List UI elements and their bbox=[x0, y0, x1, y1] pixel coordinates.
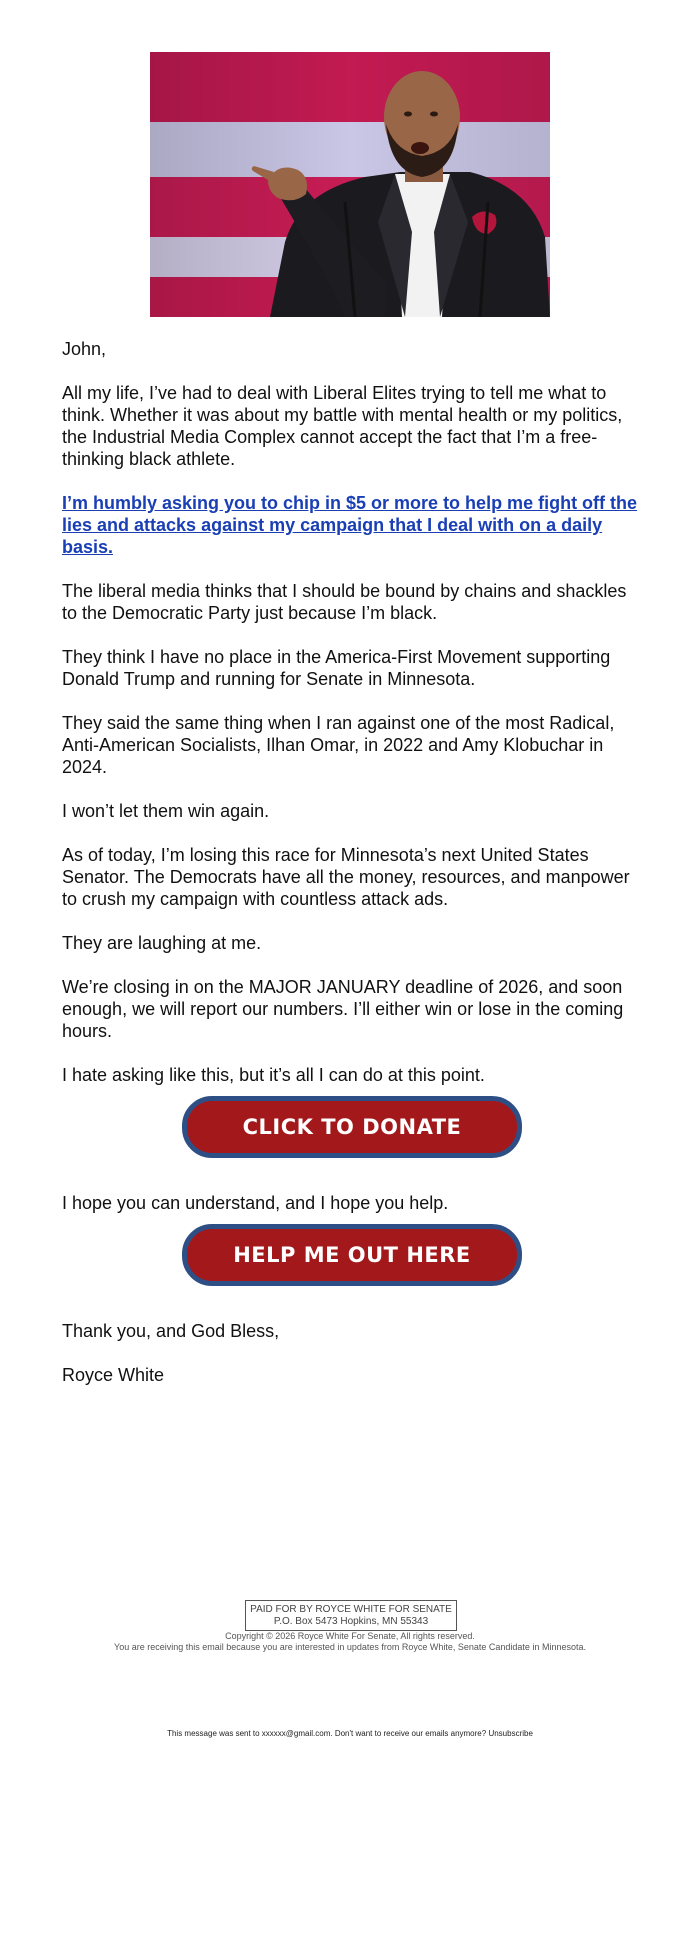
paragraph-media: The liberal media thinks that I should be bound by chains and shackles to the Democratic Party just because I’m black. bbox=[62, 581, 627, 623]
ask-paragraph bbox=[62, 492, 642, 558]
closing: Thank you, and God Bless, bbox=[62, 1321, 280, 1341]
donate-ask-link[interactable]: I’m humbly asking you to chip in $5 or more to help me fight off the lies and attacks against my campaign that I deal with on a daily basis. bbox=[62, 493, 638, 557]
donate-button-wrap bbox=[62, 1096, 642, 1158]
help-button-wrap bbox=[62, 1224, 642, 1286]
hero-photo bbox=[150, 52, 550, 317]
greeting: John, bbox=[62, 339, 107, 359]
paragraph-asking: I hate asking like this, but it’s all I can do at this point. bbox=[62, 1065, 485, 1085]
mailing-address: P.O. Box 5473 Hopkins, MN 55343 bbox=[273, 1616, 429, 1627]
unsubscribe-link[interactable]: Unsubscribe bbox=[488, 1729, 533, 1738]
help-me-out-button[interactable]: HELP ME OUT HERE bbox=[182, 1224, 522, 1286]
paragraph-movement: They think I have no place in the America-First Movement supporting Donald Trump and running for Senate in Minnesota. bbox=[62, 647, 611, 689]
copyright-notice: Copyright © 2026 Royce White For Senate, All rights reserved. bbox=[225, 1631, 475, 1641]
paid-for-disclaimer bbox=[245, 1600, 457, 1631]
email-body bbox=[62, 338, 642, 1408]
paragraph-resolve: I won’t let them win again. bbox=[62, 801, 270, 821]
sent-to-notice bbox=[0, 1729, 700, 1739]
paid-for-text: PAID FOR BY ROYCE WHITE FOR SENATE bbox=[250, 1604, 452, 1615]
speaker-photo-icon bbox=[150, 52, 550, 317]
paragraph-hope: I hope you can understand, and I hope you help. bbox=[62, 1193, 449, 1213]
sent-to-text: This message was sent to xxxxxx@gmail.com. Don't want to receive our emails anymore? bbox=[167, 1729, 487, 1738]
paragraph-laughing: They are laughing at me. bbox=[62, 933, 262, 953]
click-to-donate-button[interactable]: CLICK TO DONATE bbox=[182, 1096, 522, 1158]
signature: Royce White bbox=[62, 1365, 165, 1385]
paragraph-history: They said the same thing when I ran against one of the most Radical, Anti-American Socialists, Ilhan Omar, in 2022 and Amy Klobuchar in 2024. bbox=[62, 713, 615, 777]
paragraph-race-status: As of today, I’m losing this race for Minnesota’s next United States Senator. The Democrats have all the money, resources, and manpower to crush my campaign with countless attack ads. bbox=[62, 845, 630, 909]
subscription-reason: You are receiving this email because you are interested in updates from Royce White, Senate Candidate in Minnesota. bbox=[114, 1642, 586, 1652]
paragraph-deadline: We’re closing in on the MAJOR JANUARY deadline of 2026, and soon enough, we will report our numbers. I’ll either win or lose in the coming hours. bbox=[62, 977, 624, 1041]
paragraph-intro: All my life, I’ve had to deal with Liberal Elites trying to tell me what to think. Whether it was about my battle with mental health or my politics, the Industrial Media Complex cannot accept the fact that I’m a free-thinking black athlete. bbox=[62, 383, 623, 469]
